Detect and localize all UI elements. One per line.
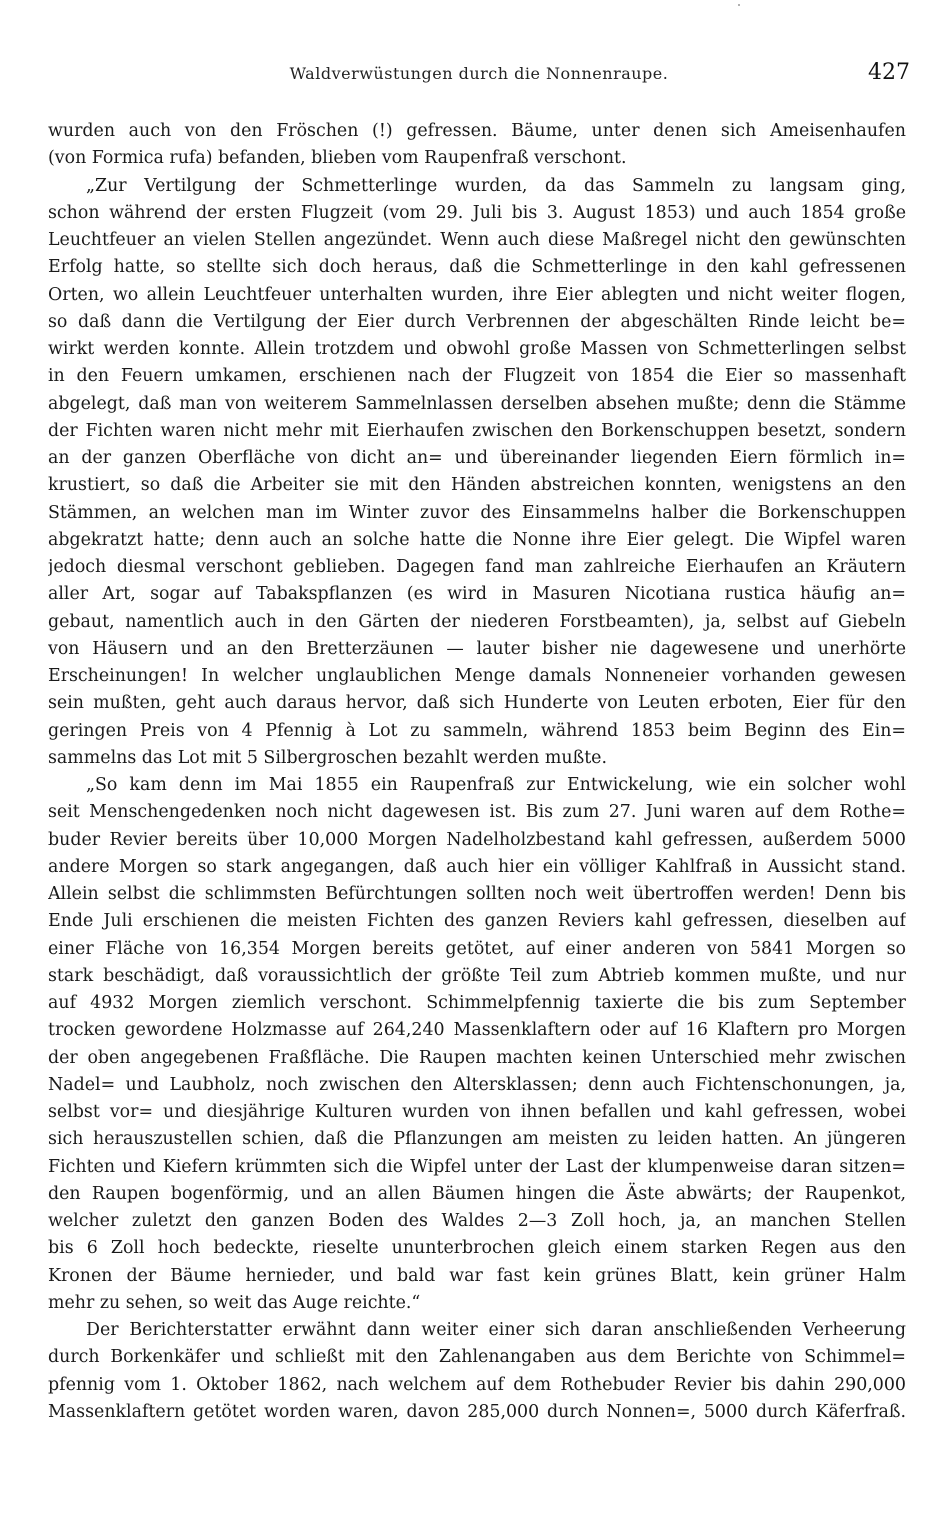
text-line: Allein selbst die schlimmsten Befürchtungen sollten noch weit übertroffen werden! Denn bis xyxy=(48,884,906,904)
text-line: (von Formica rufa) befanden, blieben vom Raupenfraß verschont. xyxy=(48,148,627,169)
text-line: mehr zu sehen, so weit das Auge reichte.“ xyxy=(48,1292,421,1313)
text-line: Stämmen, an welchen man im Winter zuvor des Einsammelns halber die Borkenschuppen xyxy=(48,502,906,523)
text-line: seit Menschengedenken noch nicht dagewesen ist. Bis zum 27. Juni waren auf dem Rothe= xyxy=(48,802,906,823)
text-line: abgekratzt hatte; denn auch an solche hatte die Nonne ihre Eier gelegt. Die Wipfel waren xyxy=(48,529,906,550)
text-line: andere Morgen so stark angegangen, daß auch hier ein völliger Kahlfraß in Aussicht stand. xyxy=(48,856,906,877)
text-line: „Zur Vertilgung der Schmetterlinge wurden, da das Sammeln zu langsam ging, xyxy=(86,175,906,196)
text-line: trocken gewordene Holzmasse auf 264,240 Massenklaftern oder auf 16 Klaftern pro Morgen xyxy=(48,1020,906,1041)
text-line: der Fichten waren nicht mehr mit Eierhaufen zwischen den Borkenschuppen besetzt, sondern xyxy=(48,420,906,441)
body-text xyxy=(48,118,906,1426)
page-number: 427 xyxy=(868,60,910,85)
text-line: Orten, wo allein Leuchtfeuer unterhalten wurden, ihre Eier ablegten und nicht weiter flogen, xyxy=(48,284,906,305)
print-speck xyxy=(738,4,740,6)
page-header xyxy=(48,60,910,96)
text-line: sammelns das Lot mit 5 Silbergroschen bezahlt werden mußte. xyxy=(48,747,607,768)
text-line: so daß dann die Vertilgung der Eier durch Verbrennen der abgeschälten Rinde leicht be= xyxy=(48,311,906,332)
text-line: in den Feuern umkamen, erschienen nach der Flugzeit von 1854 die Eier so massenhaft xyxy=(48,366,906,387)
text-line: pfennig vom 1. Oktober 1862, nach welchem auf dem Rothebuder Revier bis dahin 290,000 xyxy=(48,1374,906,1395)
text-line: auf 4932 Morgen ziemlich verschont. Schimmelpfennig taxierte die bis zum September xyxy=(48,993,906,1013)
text-line: Nadel= und Laubholz, noch zwischen den Altersklassen; denn auch Fichtenschonungen, ja, xyxy=(48,1074,906,1095)
text-line: geringen Preis von 4 Pfennig à Lot zu sammeln, während 1853 beim Beginn des Ein= xyxy=(48,720,906,741)
text-line: buder Revier bereits über 10,000 Morgen Nadelholzbestand kahl gefressen, außerdem 5000 xyxy=(48,829,906,850)
text-line: einer Fläche von 16,354 Morgen bereits getötet, auf einer anderen von 5841 Morgen so xyxy=(48,938,906,959)
text-line: Leuchtfeuer an vielen Stellen angezündet. Wenn auch diese Maßregel nicht den gewünschten xyxy=(48,230,906,250)
text-line: bis 6 Zoll hoch bedeckte, rieselte ununterbrochen gleich einem starken Regen aus den xyxy=(48,1238,906,1259)
text-line: der oben angegebenen Fraßfläche. Die Raupen machten keinen Unterschied mehr zwischen xyxy=(48,1047,906,1068)
text-line: von Häusern und an den Bretterzäunen — lauter bisher nie dagewesene und unerhörte xyxy=(48,638,906,659)
text-line: welcher zuletzt den ganzen Boden des Waldes 2—3 Zoll hoch, ja, an manchen Stellen xyxy=(48,1211,906,1231)
text-line: wurden auch von den Fröschen (!) gefressen. Bäume, unter denen sich Ameisenhaufen xyxy=(48,121,906,141)
text-line: schon während der ersten Flugzeit (vom 29. Juli bis 3. August 1853) und auch 1854 große xyxy=(48,202,906,223)
text-line: Ende Juli erschienen die meisten Fichten des ganzen Reviers kahl gefressen, dieselben auf xyxy=(48,911,906,932)
text-line: abgelegt, daß man von weiterem Sammelnlassen derselben absehen mußte; denn die Stämme xyxy=(48,393,906,414)
text-line: „So kam denn im Mai 1855 ein Raupenfraß zur Entwickelung, wie ein solcher wohl xyxy=(86,775,906,795)
text-line: Erscheinungen! In welcher unglaublichen Menge damals Nonneneier vorhanden gewesen xyxy=(48,666,906,686)
text-line: Massenklaftern getötet worden waren, davon 285,000 durch Nonnen=, 5000 durch Käferfraß. xyxy=(48,1401,906,1422)
text-line: Erfolg hatte, so stellte sich doch heraus, daß die Schmetterlinge in den kahl gefressenen xyxy=(48,257,906,278)
text-line: Fichten und Kiefern krümmten sich die Wipfel unter der Last der klumpenweise daran sitzen= xyxy=(48,1156,906,1177)
text-line: krustiert, so daß die Arbeiter sie mit den Händen abstreichen konnten, wenigstens an den xyxy=(48,475,906,496)
running-head: Waldverwüstungen durch die Nonnenraupe. xyxy=(289,64,669,83)
text-line: gebaut, namentlich auch in den Gärten der niederen Forstbeamten), ja, selbst auf Giebeln xyxy=(48,611,906,632)
text-line: Kronen der Bäume hernieder, und bald war fast kein grünes Blatt, kein grüner Halm xyxy=(48,1265,906,1286)
text-line: sein mußten, geht auch daraus hervor, daß sich Hunderte von Leuten erboten, Eier für den xyxy=(48,693,906,714)
text-line: sich herauszustellen schien, daß die Pflanzungen am meisten zu leiden hatten. An jüngeren xyxy=(48,1129,906,1150)
text-line: aller Art, sogar auf Tabakspflanzen (es wird in Masuren Nicotiana rustica häufig an= xyxy=(48,584,906,605)
text-line: jedoch diesmal verschont geblieben. Dagegen fand man zahlreiche Eierhaufen an Kräutern xyxy=(48,557,906,577)
text-line: selbst vor= und diesjährige Kulturen wurden von ihnen befallen und kahl gefressen, wobei xyxy=(48,1102,906,1122)
text-line: wirkt werden konnte. Allein trotzdem und obwohl große Massen von Schmetterlingen selbst xyxy=(48,339,906,359)
text-line: den Raupen bogenförmig, und an allen Bäumen hingen die Äste abwärts; der Raupenkot, xyxy=(48,1183,906,1204)
text-line: an der ganzen Oberfläche von dicht an= und übereinander liegenden Eiern förmlich in= xyxy=(48,448,906,468)
text-line: Der Berichterstatter erwähnt dann weiter einer sich daran anschließenden Verheerung xyxy=(86,1320,906,1340)
text-line: durch Borkenkäfer und schließt mit den Zahlenangaben aus dem Berichte von Schimmel= xyxy=(48,1347,906,1368)
text-line: stark beschädigt, daß voraussichtlich der größte Teil zum Abtrieb kommen mußte, und nur xyxy=(48,965,906,986)
